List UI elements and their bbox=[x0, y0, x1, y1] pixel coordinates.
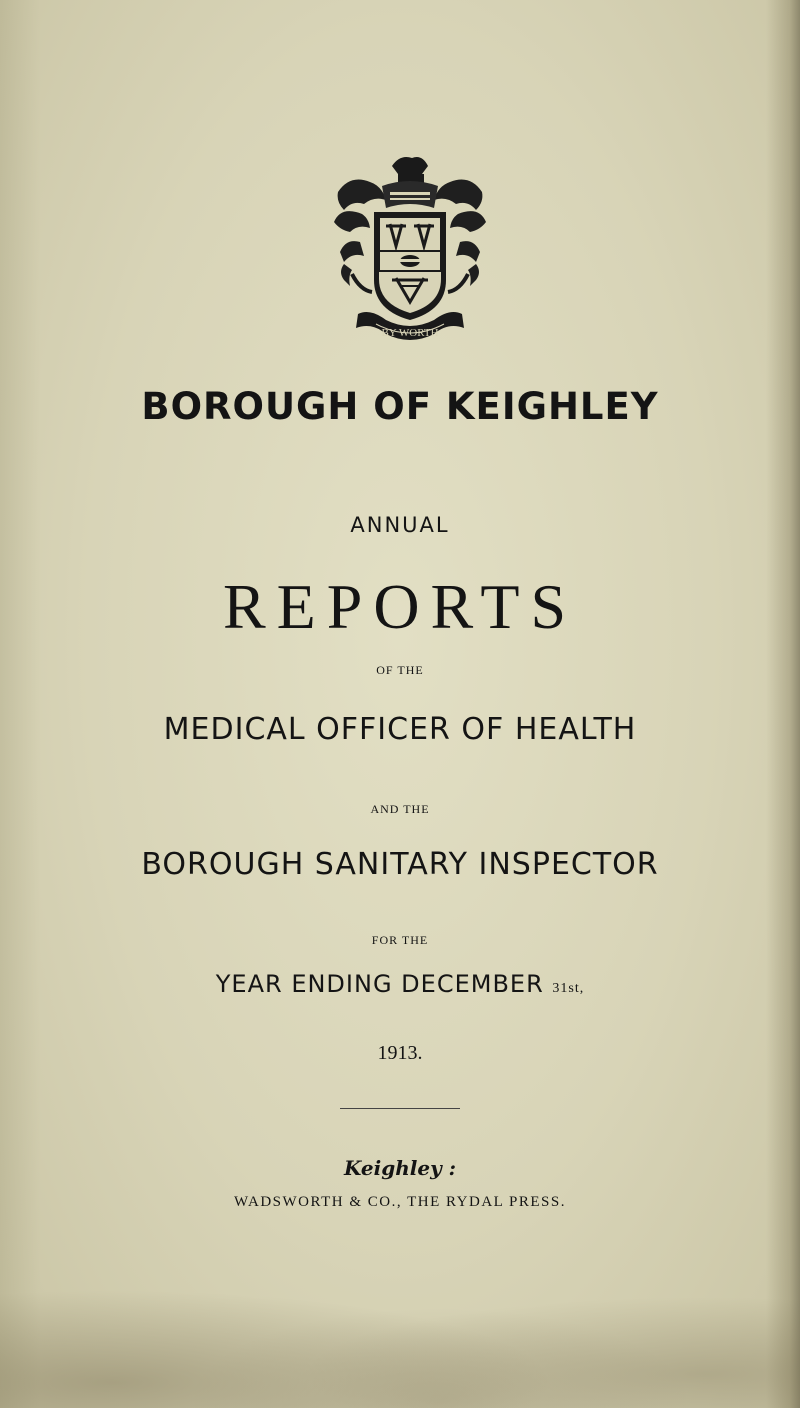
year-ending-text: YEAR ENDING DECEMBER bbox=[215, 970, 544, 998]
coat-of-arms-icon bbox=[330, 152, 490, 348]
publication-place: Keighley : bbox=[343, 1156, 457, 1180]
for-the-label: FOR THE bbox=[371, 933, 429, 947]
divider-rule bbox=[340, 1108, 460, 1109]
reports-heading: REPORTS bbox=[222, 571, 578, 642]
of-the-label: OF THE bbox=[376, 663, 424, 677]
crest-motto: BY WORTH bbox=[381, 327, 439, 339]
year-ending-line bbox=[0, 970, 800, 998]
borough-title: BOROUGH OF KEIGHLEY bbox=[141, 385, 659, 428]
and-the-label: AND THE bbox=[370, 802, 430, 816]
day-suffix: st, bbox=[568, 981, 585, 996]
report-year: 1913. bbox=[377, 1042, 423, 1064]
day-number: 31 bbox=[552, 981, 569, 996]
medical-officer-heading: MEDICAL OFFICER OF HEALTH bbox=[163, 712, 637, 747]
page-foxing-stains bbox=[0, 1238, 800, 1408]
sanitary-inspector-heading: BOROUGH SANITARY INSPECTOR bbox=[141, 847, 659, 882]
printer-imprint: WADSWORTH & CO., THE RYDAL PRESS. bbox=[234, 1194, 566, 1210]
annual-label: ANNUAL bbox=[350, 513, 450, 537]
